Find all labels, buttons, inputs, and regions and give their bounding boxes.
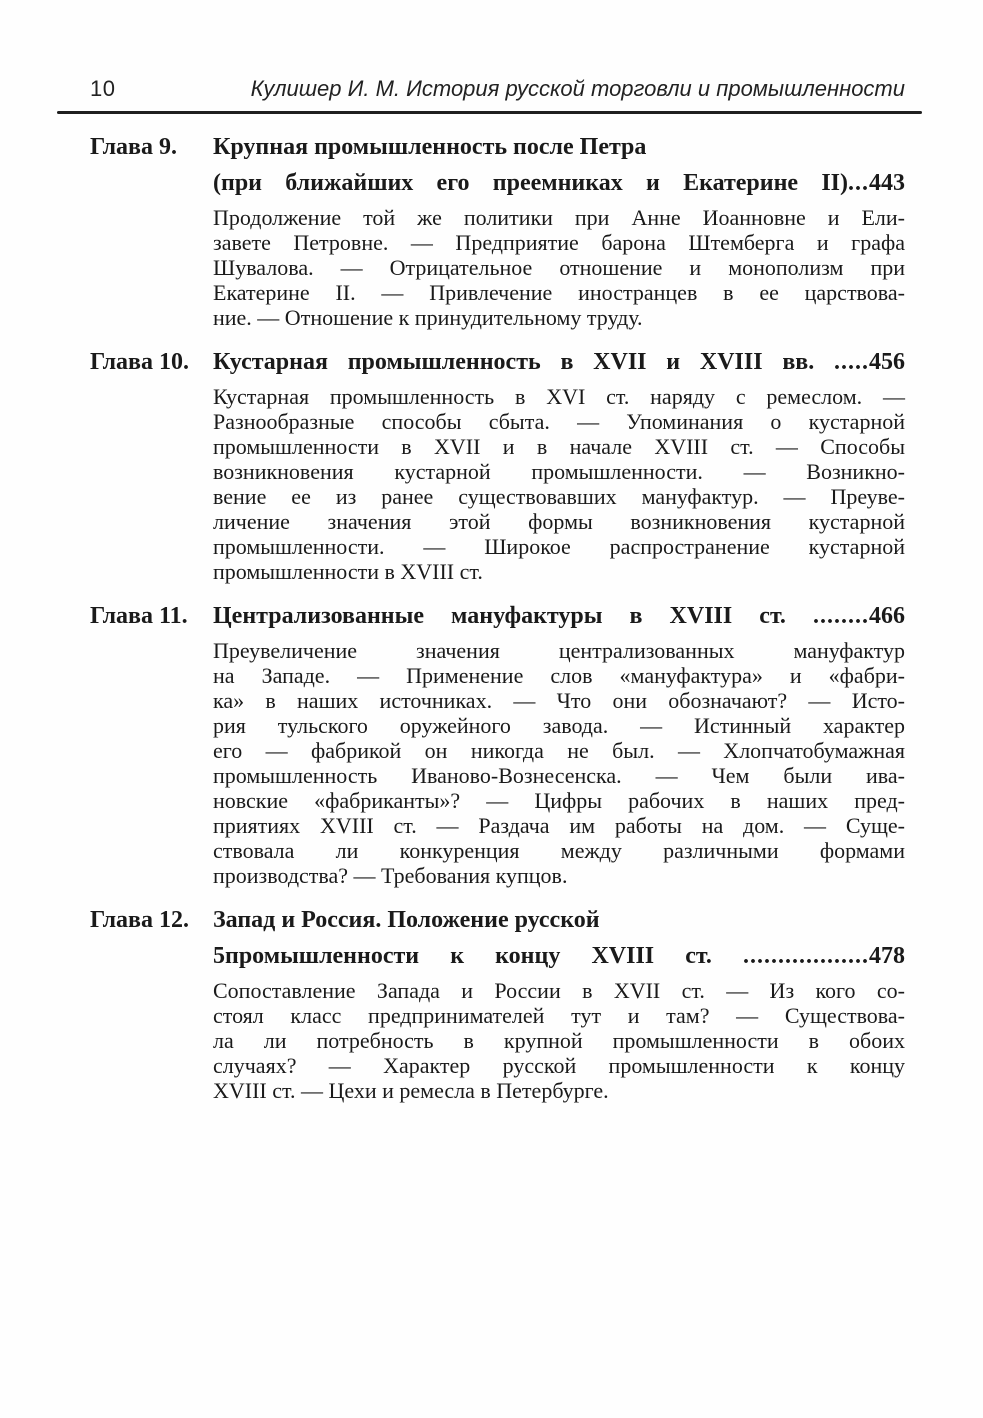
summary-line: возникновения кустарной промышленности. — Возникно- — [213, 459, 905, 484]
summary-line: производства? — Требования купцов. — [213, 863, 568, 888]
summary-line: Сопоставление Запада и России в XVII ст. — Из кого со- — [213, 978, 905, 1003]
chapter-label: Глава 12. — [90, 907, 189, 933]
chapter-title-line — [213, 165, 905, 201]
summary-line: завете Петровне. — Предприятие барона Штемберга и графа — [213, 230, 905, 255]
chapter-title-line: Запад и Россия. Положение русской — [213, 907, 600, 933]
summary-line: промышленности. — Широкое распространение кустарной — [213, 534, 905, 559]
chapter-summary — [213, 205, 905, 330]
chapter-title-line — [213, 598, 905, 634]
summary-line: Преувеличение значения централизованных мануфактур — [213, 638, 905, 663]
chapter-title-line — [213, 344, 905, 380]
summary-line: XVIII ст. — Цехи и ремесла в Петербурге. — [213, 1078, 609, 1103]
chapter-title-text: Централизованные мануфактуры в XVIII ст. — [213, 603, 813, 629]
dot-leader: ........ — [813, 603, 869, 629]
chapter-label: Глава 10. — [90, 349, 189, 375]
summary-line: промышленности в XVIII ст. — [213, 559, 483, 584]
page-ref: 466 — [869, 603, 905, 629]
summary-line: Продолжение той же политики при Анне Иоанновне и Ели- — [213, 205, 905, 230]
dot-leader: ..... — [834, 349, 869, 375]
page-number: 10 — [90, 76, 116, 101]
summary-line: ние. — Отношение к принудительному труду. — [213, 305, 643, 330]
summary-line: случаях? — Характер русской промышленности к концу — [213, 1053, 905, 1078]
page-ref: 443 — [869, 170, 905, 196]
summary-line: новские «фабриканты»? — Цифры рабочих в наших пред- — [213, 788, 905, 813]
summary-line: ка» в наших источниках. — Что они обозначают? — Исто- — [213, 688, 905, 713]
running-title: Кулишер И. М. История русской торговли и промышленности — [250, 76, 905, 101]
summary-line: ла ли потребность в крупной промышленности в обоих — [213, 1028, 905, 1053]
summary-line: на Западе. — Применение слов «мануфактура» и «фабри- — [213, 663, 905, 688]
summary-line: вение ее из ранее существовавших мануфактур. — Преуве- — [213, 484, 905, 509]
chapter-title-line — [213, 938, 905, 974]
chapter-title-line: Крупная промышленность после Петра — [213, 134, 647, 160]
chapter-title — [213, 598, 905, 634]
running-header — [90, 76, 905, 102]
summary-line: стоял класс предпринимателей тут и там? — Существова- — [213, 1003, 905, 1028]
toc-entry — [90, 129, 905, 330]
summary-line: ствовала ли конкуренция между различными формами — [213, 838, 905, 863]
table-of-contents — [90, 129, 905, 1103]
chapter-title — [213, 344, 905, 380]
chapter-title — [213, 129, 905, 201]
chapter-title-text: 5промышленности к концу XVIII ст. — [213, 943, 743, 969]
entry-content — [213, 344, 905, 584]
page-ref: 478 — [869, 943, 905, 969]
summary-line: Екатерине II. — Привлечение иностранцев в ее царствова- — [213, 280, 905, 305]
page-ref: 456 — [869, 349, 905, 375]
summary-line: промышленность Иваново-Вознесенска. — Чем были ива- — [213, 763, 905, 788]
dot-leader: .................. — [743, 943, 869, 969]
chapter-summary — [213, 384, 905, 584]
summary-line: Разнообразные способы сбыта. — Упоминания о кустарной — [213, 409, 905, 434]
summary-line: Шувалова. — Отрицательное отношение и монополизм при — [213, 255, 905, 280]
chapter-title — [213, 902, 905, 974]
chapter-summary — [213, 978, 905, 1103]
entry-content — [213, 902, 905, 1103]
dot-leader: ... — [848, 170, 869, 196]
entry-content — [213, 598, 905, 888]
chapter-title-text: (при ближайших его преемниках и Екатерине II) — [213, 170, 848, 196]
entry-content — [213, 129, 905, 330]
header-rule — [57, 111, 922, 114]
toc-entry — [90, 344, 905, 584]
summary-line: промышленности в XVII и в начале XVIII ст. — Способы — [213, 434, 905, 459]
summary-line: приятиях XVIII ст. — Раздача им работы на дом. — Суще- — [213, 813, 905, 838]
chapter-label: Глава 11. — [90, 603, 188, 629]
chapter-summary — [213, 638, 905, 888]
summary-line: личение значения этой формы возникновения кустарной — [213, 509, 905, 534]
summary-line: его — фабрикой он никогда не был. — Хлопчатобумажная — [213, 738, 905, 763]
summary-line: Кустарная промышленность в XVI ст. наряду с ремеслом. — — [213, 384, 905, 409]
toc-entry — [90, 598, 905, 888]
chapter-label: Глава 9. — [90, 134, 177, 160]
summary-line: рия тульского оружейного завода. — Истинный характер — [213, 713, 905, 738]
toc-entry — [90, 902, 905, 1103]
chapter-title-text: Кустарная промышленность в XVII и XVIII вв. — [213, 349, 834, 375]
